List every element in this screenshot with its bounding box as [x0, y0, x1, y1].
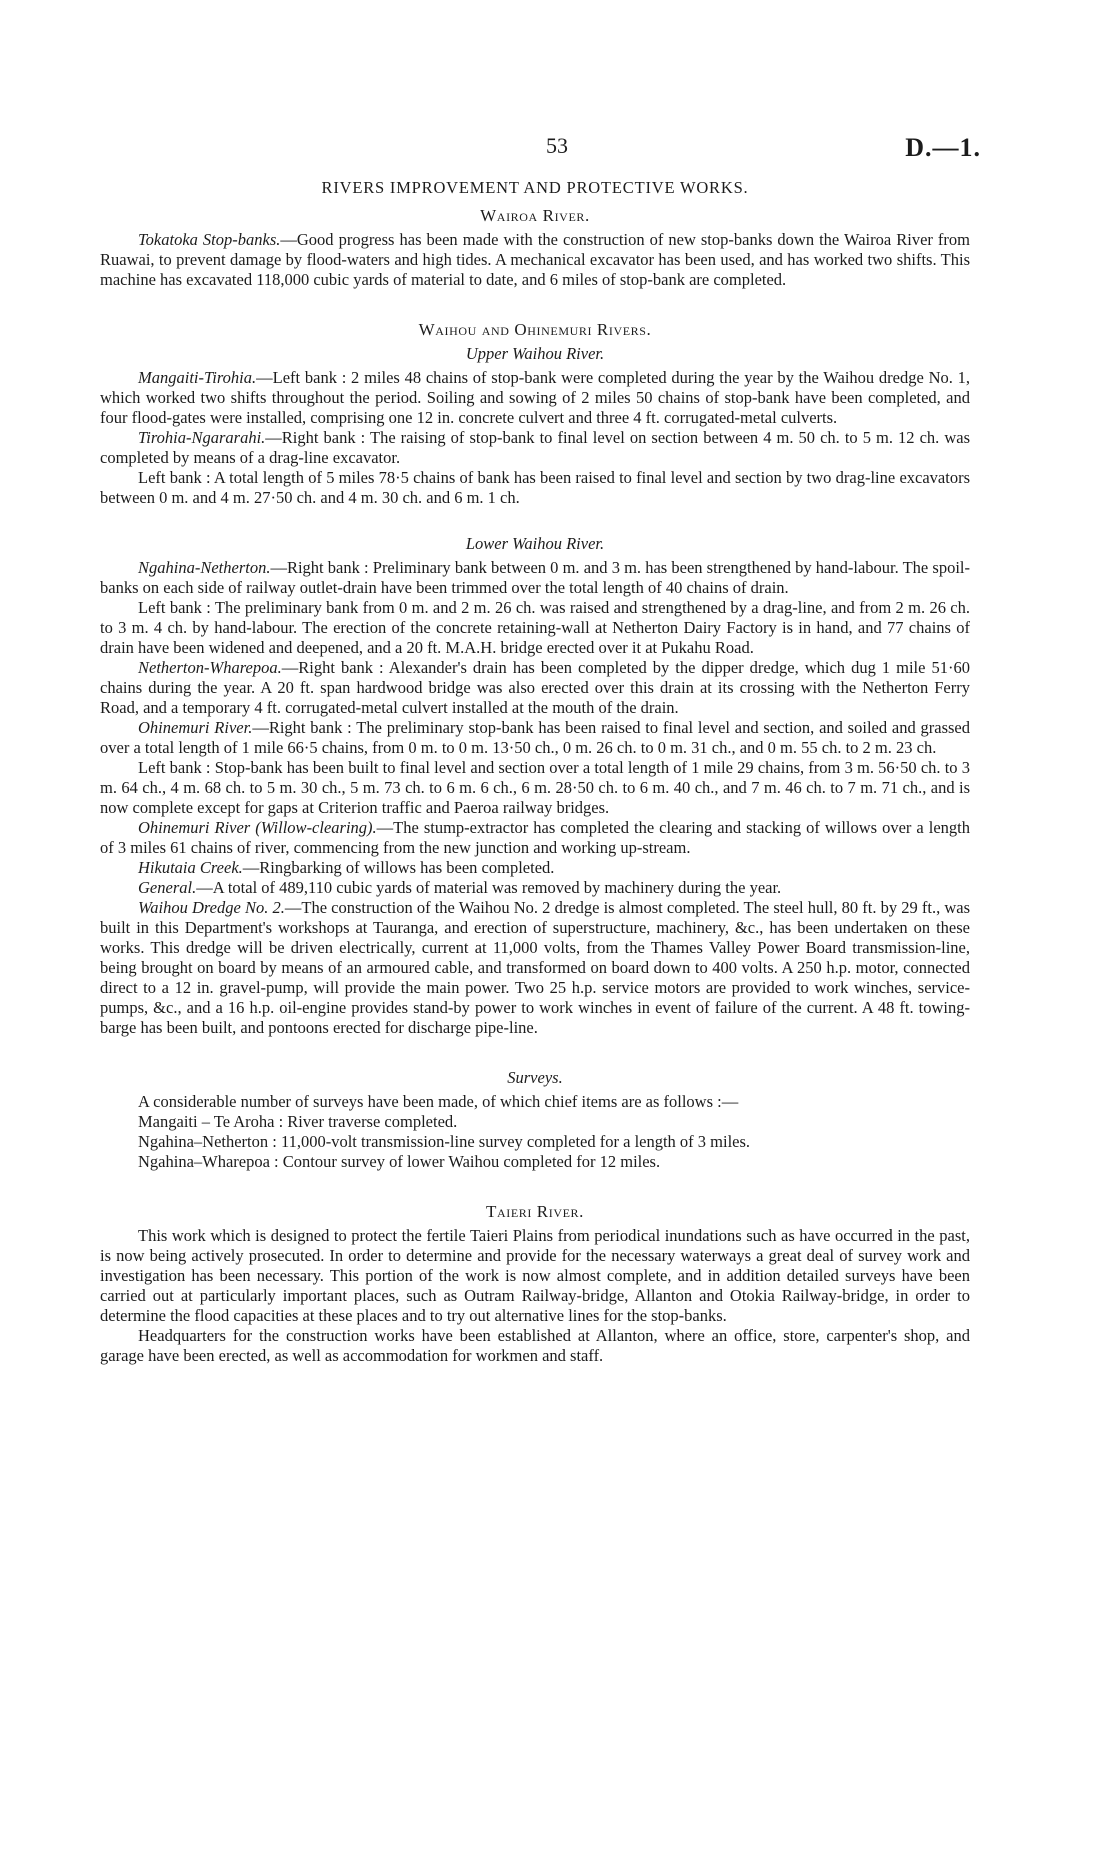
paragraph-lead: General. [138, 878, 197, 897]
section-heading-taieri: Taieri River. [485, 1202, 584, 1221]
paragraph [100, 718, 970, 758]
paragraph: Headquarters for the construction works have been established at Allanton, where an office, store, carpenter's shop, and garage have been erected, as well as accommodation for workmen and staff. [100, 1326, 970, 1365]
paragraph: A considerable number of surveys have been made, of which chief items are as follows :— [138, 1092, 739, 1111]
paragraph-text: —The stump-extractor has completed the clearing and stacking of willows over a length of 3 miles 61 chains of river, commencing from the new junction and working up-stream. [100, 818, 970, 857]
subsection-heading-lower: Lower Waihou River. [465, 534, 605, 553]
paragraph-text: —Right bank : Alexander's drain has been completed by the dipper dredge, which dug 1 mile 51·60 chains during the year. A 20 ft. span hardwood bridge was also erected over this drain at its crossing with the Netherton Ferry Road, and a temporary 4 ft. corrugated-metal culvert installed at the mouth of the drain. [100, 658, 970, 717]
survey-item: Ngahina–Wharepoa : Contour survey of lower Waihou completed for 12 miles. [138, 1152, 661, 1171]
section-heading-waihou: Waihou and Ohinemuri Rivers. [418, 320, 652, 339]
paragraph: Left bank : A total length of 5 miles 78·5 chains of bank has been raised to final level and section by two drag-line excavators between 0 m. and 4 m. 27·50 ch. and 4 m. 30 ch. and 6 m. 1 ch. [100, 468, 970, 507]
paragraph: This work which is designed to protect the fertile Taieri Plains from periodical inundations such as have occurred in the past, is now being actively prosecuted. In order to determine and provide for the necessary waterways a great deal of survey work and investigation has been necessary. This portion of the work is now almost complete, and in addition detailed surveys have been carried out at particularly important places, such as Outram Railway-bridge, Allanton and Otokia Railway-bridge, in order to determine the flood capacities at these places and to try out alternative lines for the stop-banks. [100, 1226, 970, 1325]
subsection-heading-upper: Upper Waihou River. [465, 344, 605, 363]
page-title: RIVERS IMPROVEMENT AND PROTECTIVE WORKS. [321, 178, 749, 197]
paragraph-text: —Good progress has been made with the construction of new stop-banks down the Wairoa River from Ruawai, to prevent damage by flood-waters and high tides. A mechanical excavator has been used, and has worked two shifts. This machine has excavated 118,000 cubic yards of material to date, and 6 miles of stop-bank are completed. [100, 230, 970, 289]
paragraph-text: —The construction of the Waihou No. 2 dredge is almost completed. The steel hull, 80 ft. by 29 ft., was built in this Department's workshops at Tauranga, and erection of superstructure, machinery, &c., has been undertaken on these works. This dredge will be driven electrically, current at 11,000 volts, from the Thames Valley Power Board transmission-line, being brought on board by means of an armoured cable, and transformed on board down to 400 volts. A 250 h.p. motor, connected direct to a 12 in. gravel-pump, will provide the main power. Two 25 h.p. service motors are provided to work winches, service-pumps, &c., and a 16 h.p. oil-engine provides stand-by power to work winches in event of failure of the current. A 48 ft. towing-barge has been built, and pontoons erected for discharge pipe-line. [100, 898, 971, 1037]
paragraph-lead: Tirohia-Ngararahi. [138, 428, 266, 447]
paragraph-lead: Tokatoka Stop-banks. [138, 230, 281, 249]
paragraph: Left bank : The preliminary bank from 0 m. and 2 m. 26 ch. was raised and strengthened by a drag-line, and from 2 m. 26 ch. to 3 m. 4 ch. by hand-labour. The erection of the concrete retaining-wall at Netherton Dairy Factory is in hand, and 77 chains of drain have been widened and deepened, and a 20 ft. M.A.H. bridge erected over it at Pukahu Road. [100, 598, 970, 657]
paragraph [100, 558, 970, 598]
page-number: 53 [546, 133, 568, 158]
paragraph-text: —Right bank : The preliminary stop-bank has been raised to final level and section, and soiled and grassed over a total length of 1 mile 66·5 chains, from 0 m. to 0 m. 13·50 ch., 0 m. 26 ch. to 0 m. 31 ch., and 0 m. 55 ch. to 2 m. 23 ch. [100, 718, 970, 757]
paragraph-lead: Mangaiti-Tirohia. [138, 368, 257, 387]
paragraph-lead: Ohinemuri River. [138, 718, 253, 737]
paragraph-text: —Left bank : 2 miles 48 chains of stop-bank were completed during the year by the Waihou dredge No. 1, which worked two shifts throughout the period. Soiling and sowing of 2 miles 50 chains of stop-bank have been completed, and four flood-gates were installed, comprising one 12 in. concrete culvert and three 4 ft. corrugated-metal culverts. [100, 368, 970, 427]
paragraph-lead: Waihou Dredge No. 2. [138, 898, 285, 917]
survey-item: Mangaiti – Te Aroha : River traverse completed. [138, 1112, 458, 1131]
paragraph-text: —Right bank : The raising of stop-bank to final level on section between 4 m. 50 ch. to 5 m. 12 ch. was completed by means of a drag-line excavator. [100, 428, 970, 467]
paragraph-lead: Ngahina-Netherton. [138, 558, 271, 577]
paragraph [100, 818, 970, 858]
paragraph [100, 858, 970, 878]
paragraph-text: —Right bank : Preliminary bank between 0 m. and 3 m. has been strengthened by hand-labour. The spoil-banks on each side of railway outlet-drain have been trimmed over the total length of 40 chains of drain. [100, 558, 970, 597]
paragraph [100, 230, 970, 290]
paragraph-lead: Netherton-Wharepoa. [138, 658, 282, 677]
paragraph-text: —Ringbarking of willows has been completed. [242, 858, 555, 877]
paragraph-lead: Ohinemuri River (Willow-clearing). [138, 818, 377, 837]
subsection-heading-surveys: Surveys. [507, 1068, 563, 1087]
section-heading-wairoa: Wairoa River. [480, 206, 590, 225]
paragraph [100, 898, 970, 1038]
paragraph: Left bank : Stop-bank has been built to final level and section over a total length of 1 mile 29 chains, from 3 m. 56·50 ch. to 3 m. 64 ch., 4 m. 68 ch. to 5 m. 30 ch., 5 m. 73 ch. to 6 m. 6 ch., 6 m. 28·50 ch. to 6 m. 40 ch., and 7 m. 46 ch. to 7 m. 71 ch., and is now complete except for gaps at Criterion traffic and Paeroa railway bridges. [100, 758, 970, 817]
paragraph-lead: Hikutaia Creek. [138, 858, 243, 877]
paragraph [100, 878, 970, 898]
paragraph [100, 368, 970, 428]
document-body [100, 178, 970, 1366]
paragraph-text: —A total of 489,110 cubic yards of material was removed by machinery during the year. [196, 878, 782, 897]
survey-item: Ngahina–Netherton : 11,000-volt transmission-line survey completed for a length of 3 miles. [138, 1132, 751, 1151]
paragraph [100, 428, 970, 468]
paragraph [100, 658, 970, 718]
document-reference: D.—1. [905, 133, 981, 162]
